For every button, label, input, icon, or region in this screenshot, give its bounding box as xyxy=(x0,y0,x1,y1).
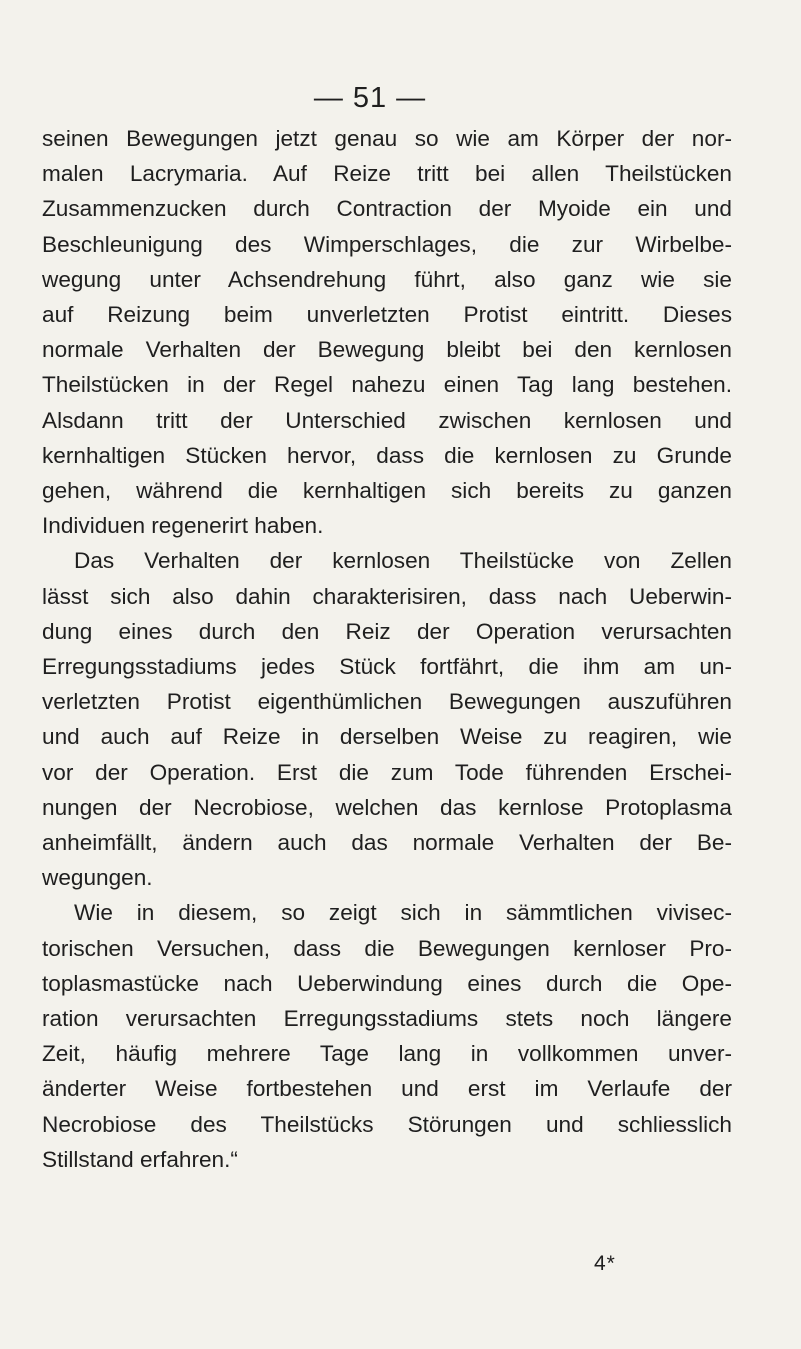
text-line: seinen Bewegungen jetzt genau so wie am Körper der nor- xyxy=(42,126,732,151)
text-line: Zeit, häufig mehrere Tage lang in vollkommen unver- xyxy=(42,1041,732,1067)
paragraph xyxy=(42,543,732,895)
text-line: Individuen regenerirt haben. xyxy=(42,513,324,539)
text-line: wegungen. xyxy=(42,865,153,891)
text-line: dung eines durch den Reiz der Operation verursachten xyxy=(42,618,732,644)
text-line: und auch auf Reize in derselben Weise zu reagiren, wie xyxy=(42,724,732,750)
text-line: toplasmastücke nach Ueberwindung eines durch die Ope- xyxy=(42,970,732,996)
text-line: vor der Operation. Erst die zum Tode führenden Erschei- xyxy=(42,759,732,785)
text-line: Necrobiose des Theilstücks Störungen und schliesslich xyxy=(42,1111,732,1137)
text-line: Erregungsstadiums jedes Stück fortfährt, die ihm am un- xyxy=(42,654,732,680)
paragraph xyxy=(42,121,732,543)
text-line: nungen der Necrobiose, welchen das kernlose Protoplasma xyxy=(42,794,732,820)
text-line: auf Reizung beim unverletzten Protist eintritt. Dieses xyxy=(42,302,732,328)
text-line: Beschleunigung des Wimperschlages, die zur Wirbelbe- xyxy=(42,231,732,257)
text-line: änderter Weise fortbestehen und erst im Verlaufe der xyxy=(42,1076,732,1102)
text-line: Alsdann tritt der Unterschied zwischen kernlosen und xyxy=(42,407,732,433)
text-line: kernhaltigen Stücken hervor, dass die kernlosen zu Grunde xyxy=(42,442,732,468)
text-line: ration verursachten Erregungsstadiums stets noch längere xyxy=(42,1006,732,1032)
signature-mark: 4* xyxy=(594,1252,616,1275)
text-line: gehen, während die kernhaltigen sich bereits zu ganzen xyxy=(42,478,732,504)
text-line: wegung unter Achsendrehung führt, also ganz wie sie xyxy=(42,266,732,292)
page-number: — 51 — xyxy=(313,82,427,114)
text-line: verletzten Protist eigenthümlichen Bewegungen auszuführen xyxy=(42,689,732,715)
text-line: Wie in diesem, so zeigt sich in sämmtlichen vivisec- xyxy=(74,900,732,926)
text-line: Stillstand erfahren.“ xyxy=(42,1146,238,1172)
paragraph xyxy=(42,895,732,1177)
text-line: torischen Versuchen, dass die Bewegungen kernloser Pro- xyxy=(42,935,732,961)
text-line: Zusammenzucken durch Contraction der Myoide ein und xyxy=(42,196,732,222)
text-line: malen Lacrymaria. Auf Reize tritt bei allen Theilstücken xyxy=(42,161,732,187)
text-line: Theilstücken in der Regel nahezu einen Tag lang bestehen. xyxy=(42,372,732,398)
body-text xyxy=(42,121,732,1177)
text-line: lässt sich also dahin charakterisiren, dass nach Ueberwin- xyxy=(42,583,732,609)
text-line: Das Verhalten der kernlosen Theilstücke von Zellen xyxy=(74,548,732,574)
text-line: normale Verhalten der Bewegung bleibt bei den kernlosen xyxy=(42,337,732,363)
text-line: anheimfällt, ändern auch das normale Verhalten der Be- xyxy=(42,830,732,856)
